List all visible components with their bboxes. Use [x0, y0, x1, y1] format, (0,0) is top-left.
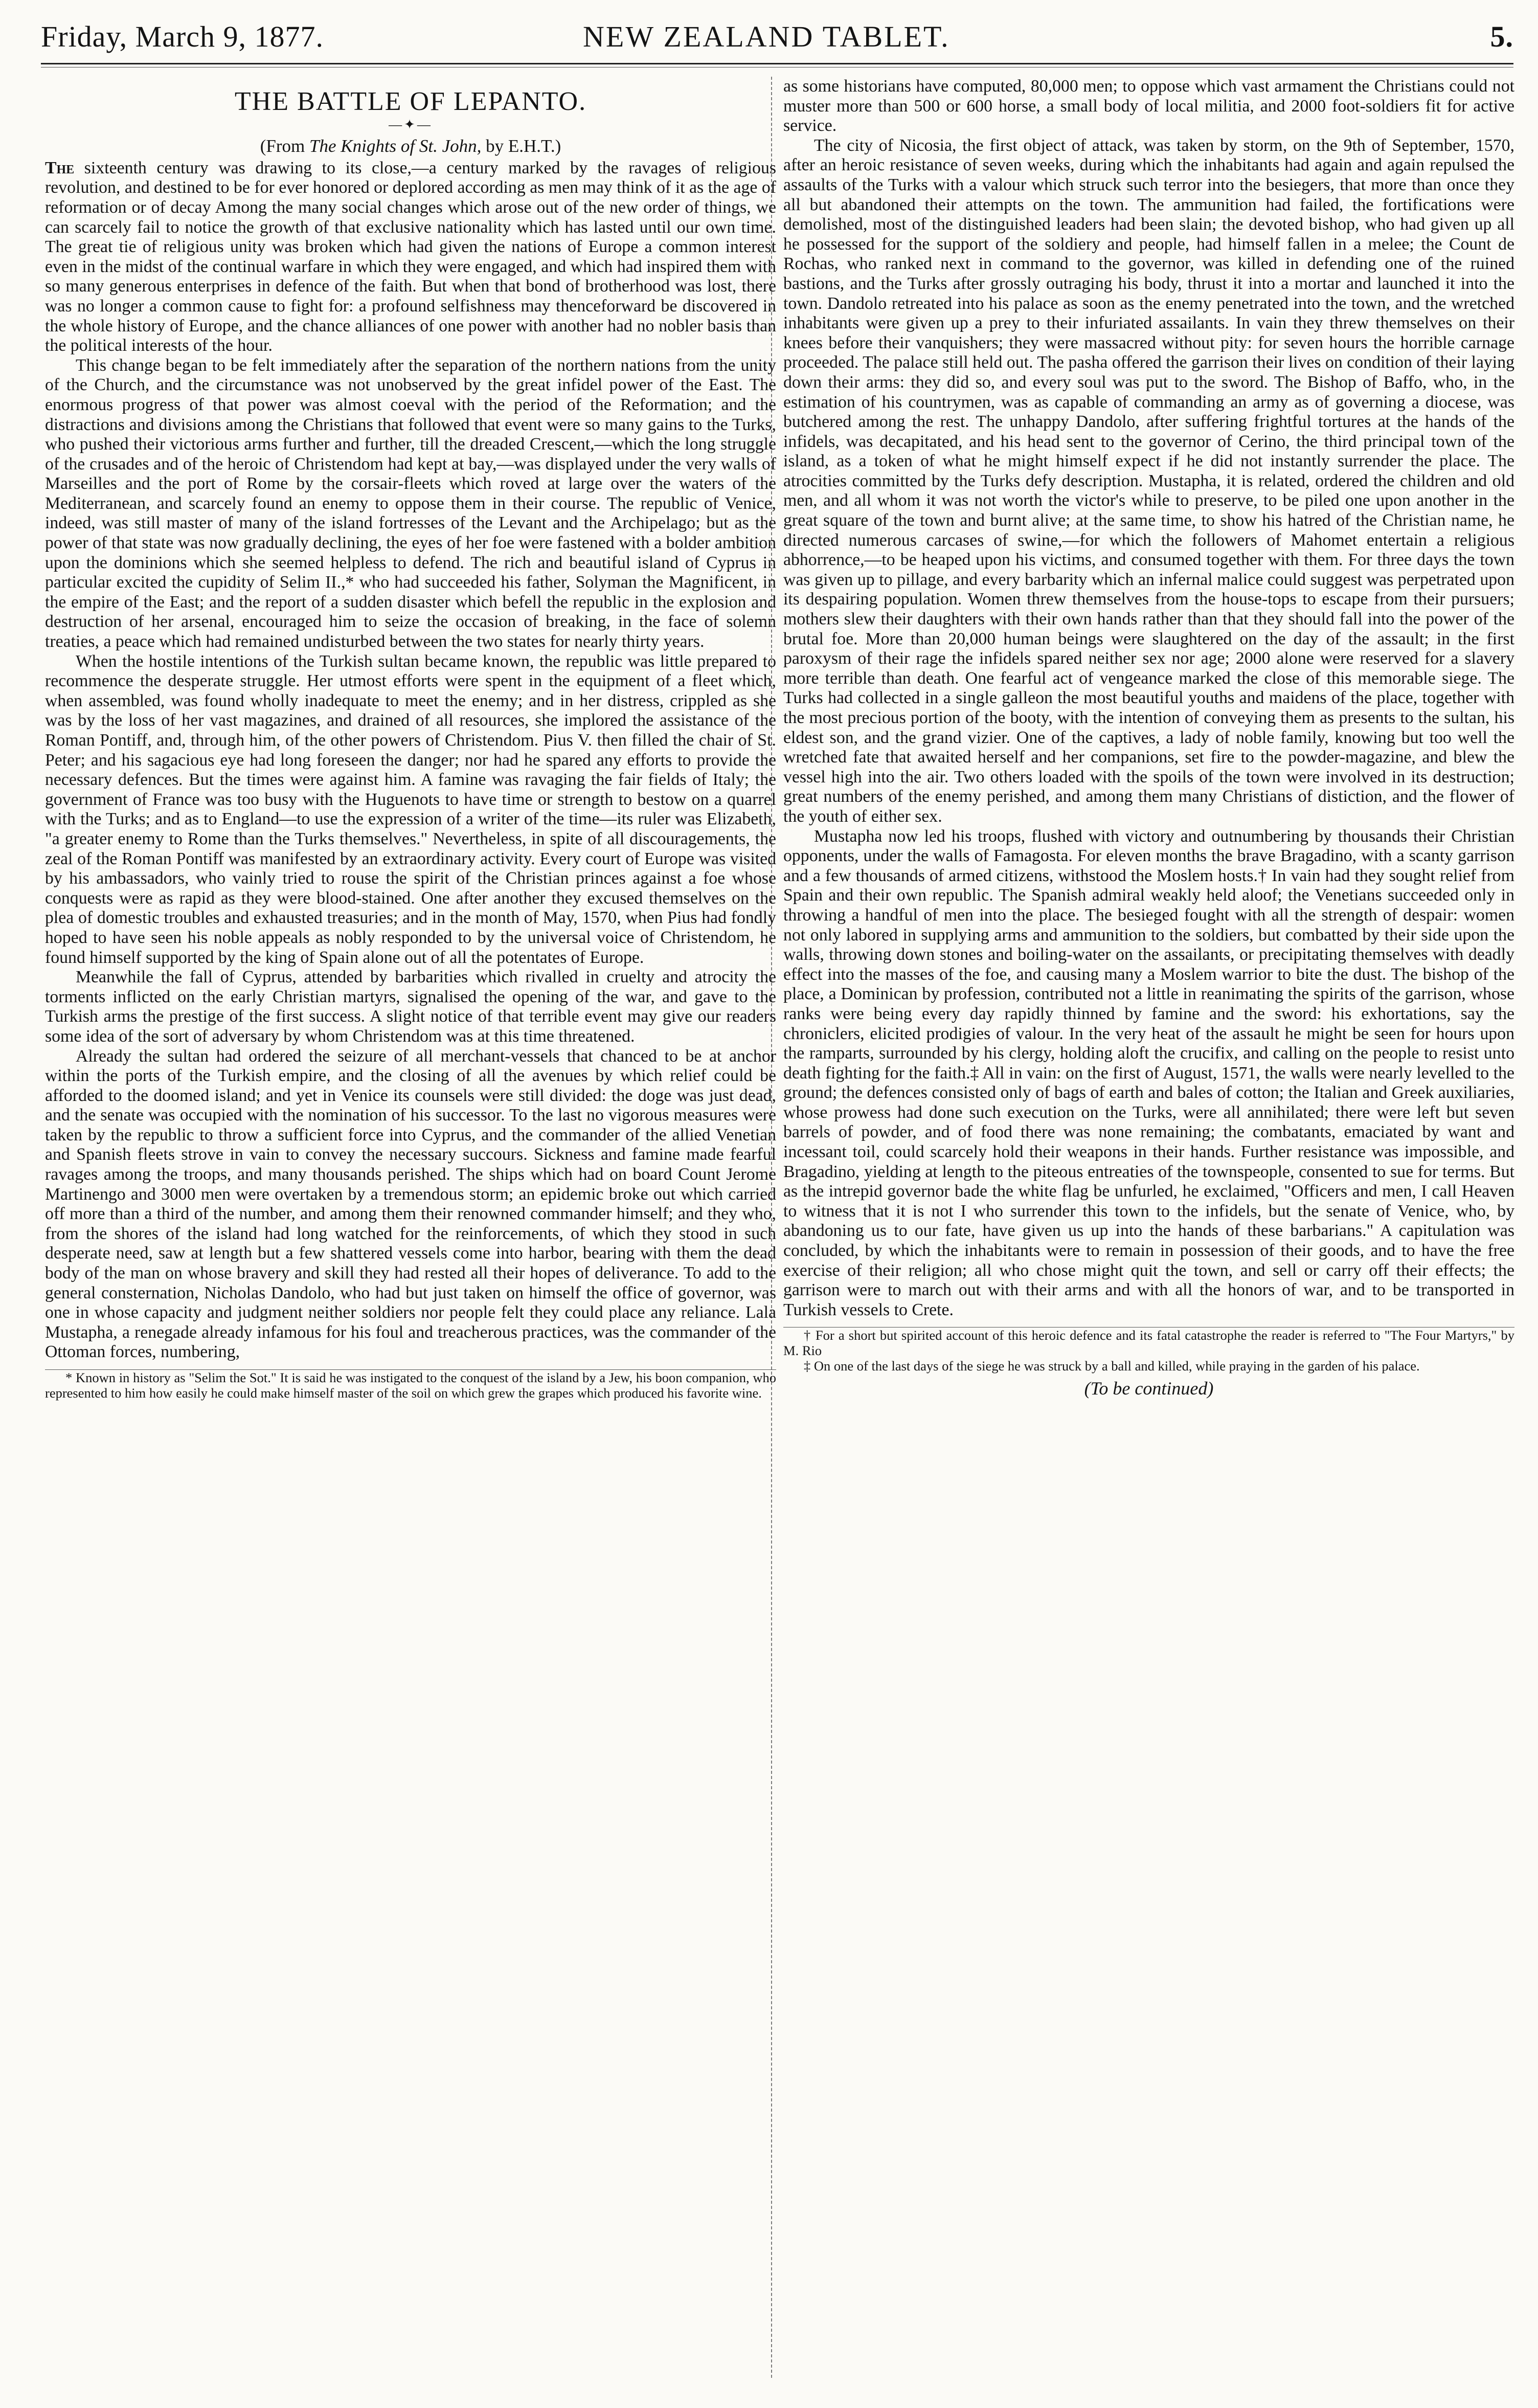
title-ornament: —✦—	[389, 117, 433, 132]
header-rule	[41, 63, 1513, 64]
footnote-dagger: † For a short but spirited account of this heroic defence and its fatal catastrophe the reader is referred to "The Four Martyrs," by M. Rio	[783, 1327, 1514, 1359]
first-word: The	[45, 158, 75, 177]
to-be-continued: (To be continued)	[1084, 1378, 1214, 1399]
paragraph-1-text: sixteenth century was drawing to its close,—a century marked by the ravages of religious revolution, and destined to be for ever honored or deplored according as men may think of it as the age of reformation or of decay Among the many social changes which arose out of the new order of things, we can scarcely fail to notice the growth of that exclusive nationality which has lasted until our own time. The great tie of religious unity was broken which had given the nations of Europe a common interest even in the midst of the continual warfare in which they were engaged, and which had inspired them with so many generous enterprises in defence of the faith. But when that bond of brotherhood was lost, there was no longer a common cause to fight for: a profound selfishness may thenceforward be discovered in the whole history of Europe, and the chance alliances of one power with another had no nobler basis than the political interests of the hour.	[45, 158, 776, 355]
masthead-title: NEW ZEALAND TABLET.	[583, 20, 950, 53]
paragraph-7: The city of Nicosia, the first object of attack, was taken by storm, on the 9th of September, 1570, after an heroic resistance of seven weeks, during which the inhabitants had again and again repulsed the assaults of the Turks with a valour which struck such terror into the besiegers, that more than once they all but abandoned their attempts on the town. The ammunition had failed, the fortifications were demolished, most of the distinguished leaders had been slain; the devoted bishop, who had given up all he possessed for the support of the soldiery and people, had himself fallen in a melee; the Count de Rochas, who ranked next in command to the governor, was killed in defending one of the ruined bastions, and the Turks after grossly outraging his body, thrust it into a mortar and launched it into the town. Dandolo retreated into his palace as soon as the enemy penetrated into the town, and the wretched inhabitants were given up a prey to their infuriated assailants. In vain they threw themselves on their knees before their vanquishers; they were massacred without pity: for seven hours the horrible carnage proceeded. The palace still held out. The pasha offered the garrison their lives on condition of their laying down their arms: they did so, and every soul was put to the sword. The Bishop of Baffo, who, in the estimation of his countrymen, was as capable of commanding an army as of governing a diocese, was butchered among the rest. The unhappy Dandolo, after suffering frightful tortures at the hands of the infidels, was decapitated, and his head sent to the governor of Cerino, the third principal town of the island, as a token of what he might himself expect if he did not instantly surrender the place. The atrocities committed by the Turks defy description. Mustapha, it is related, ordered the children and old men, and all whom it was not worth the victor's while to preserve, to be piled one upon another in the great square of the town and burnt alive; at the same time, to show his hatred of the Christian name, he directed numerous carcases of swine,—for which the followers of Mahomet entertain a religious abhorrence,—to be heaped upon his victims, and consumed together with them. For three days the town was given up to pillage, and every barbarity which an infernal malice could suggest was perpetrated upon its despairing population. Women threw themselves from the house-tops to escape from their pursuers; mothers slew their daughters with their own hands rather than that they should fall into the power of the brutal foe. More than 20,000 human beings were slaughtered on the day of the assault; in the first paroxysm of their rage the infidels spared neither sex nor age; 2000 alone were reserved for a slavery more terrible than death. One fearful act of vengeance marked the close of this memorable siege. The Turks had collected in a single galleon the most beautiful youths and maidens of the place, together with the most precious portion of the booty, with the intention of conveying them as presents to the sultan, his eldest son, and the grand vizier. One of the captives, a lady of noble family, knowing but too well the wretched fate that awaited herself and her companions, set fire to the powder-magazine, and blew the vessel high into the air. Two others loaded with the spoils of the town were involved in its destruction; great numbers of the enemy perished, and among them many Christians of distiction, and the flower of the youth of either sex.	[783, 136, 1514, 826]
paragraph-3: When the hostile intentions of the Turkish sultan became known, the republic was little prepared to recommence the desperate struggle. Her utmost efforts were spent in the equipment of a fleet which, when assembled, was found wholly inadequate to meet the enemy; and in her distress, crippled as she was by the loss of her vast magazines, and drained of all resources, she implored the assistance of the Roman Pontiff, and, through him, of the other powers of Christendom. Pius V. then filled the chair of St. Peter; and his sagacious eye had long foreseen the danger; nor had he spared any efforts to provide the necessary defences. But the times were against him. A famine was ravaging the fair fields of Italy; the government of France was too busy with the Huguenots to have time or strength to bestow on a quarrel with the Turks; and as to England—to use the expression of a writer of the time—its ruler was Elizabeth, "a greater enemy to Rome than the Turks themselves." Nevertheless, in spite of all discouragements, the zeal of the Roman Pontiff was manifested by an extraordinary activity. Every court of Europe was visited by his ambassadors, who vainly tried to rouse the spirit of the Christian princes against a foe whose conquests were as rapid as they were blood-stained. One after another they excused themselves on the plea of domestic troubles and exhausted treasuries; and in the month of May, 1570, when Pius had fondly hoped to have seen his noble appeals as nobly responded to by the universal voice of Christendom, he found himself supported by the king of Spain alone out of all the potentates of Europe.	[45, 651, 776, 967]
footnote-selim: * Known in history as "Selim the Sot." It is said he was instigated to the conquest of the island by a Jew, his boon companion, who represented to him how easily he could make himself master of the soil on which grew the grapes which produced his favorite wine.	[45, 1370, 776, 1401]
right-footnotes	[783, 1327, 1514, 1374]
page-header	[41, 9, 1513, 65]
article-title: THE BATTLE OF LEPANTO.	[234, 87, 587, 116]
paragraph-4: Meanwhile the fall of Cyprus, attended by barbarities which rivalled in cruelty and atrocity the torments inflicted on the early Christian martyrs, signalised the opening of the war, and gave to the Turkish arms the prestige of the first success. A slight notice of that terrible event may give our readers some idea of the sort of adversary by whom Christendom was at this time threatened.	[45, 967, 776, 1046]
source-prefix: (From	[260, 136, 309, 156]
page-number: 5.	[1490, 20, 1513, 53]
footnote-double-dagger: ‡ On one of the last days of the siege he was struck by a ball and killed, while praying in the garden of his palace.	[804, 1358, 1420, 1374]
source-book-title: The Knights of St. John,	[309, 136, 482, 156]
left-footnotes	[45, 1369, 776, 1401]
issue-date: Friday, March 9, 1877.	[41, 20, 324, 53]
article-source	[45, 137, 776, 156]
paragraph-6: as some historians have computed, 80,000 men; to oppose which vast armament the Christians could not muster more than 500 or 600 horse, a small body of local militia, and 2000 foot-soldiers fit for active service.	[783, 77, 1514, 136]
paragraph-1	[45, 159, 776, 356]
source-suffix: by E.H.T.)	[481, 136, 561, 156]
paragraph-8: Mustapha now led his troops, flushed with victory and outnumbering by thousands their Christian opponents, under the walls of Famagosta. For eleven months the brave Bragadino, with a scanty garrison and a few thousands of armed citizens, withstood the Moslem hosts.† In vain had they sought relief from Spain and their own republic. The Spanish admiral weakly held aloof; the Venetians succeeded only in throwing a handful of men into the place. The besieged fought with all the strength of despair: women not only labored in supplying arms and ammunition to the soldiers, but combatted by their side upon the walls, throwing down stones and boiling-water on the assailants, or precipitating themselves with deadly effect into the masses of the foe, and causing many a Moslem warrior to bite the dust. The bishop of the place, a Dominican by profession, contributed not a little in reanimating the spirits of the garrison, whose ranks were being every day rapidly thinned by famine and the sword: his exhortations, say the chroniclers, elicited prodigies of valour. In the very heat of the assault he might be seen for hours upon the ramparts, surrounded by his clergy, holding aloft the crucifix, and calling on the people to resist unto death fighting for the faith.‡ All in vain: on the first of August, 1571, the walls were nearly levelled to the ground; the defences consisted only of bags of earth and bales of cotton; the Italian and Greek auxiliaries, whose prowess had done such execution on the Turks, were all annihilated; there were left but seven barrels of powder, and of food there was none remaining; the combatants, emaciated by want and incessant toil, could scarcely hold their weapons in their hands. Further resistance was impossible, and Bragadino, yielding at length to the piteous entreaties of the townspeople, consented to sue for terms. But as the intrepid governor bade the white flag be unfurled, he exclaimed, "Officers and men, I call Heaven to witness that it is not I who surrender this town to the infidels, but the senate of Venice, who, by abandoning us to our fate, have given us up into the hands of these barbarians." A capitulation was concluded, by which the inhabitants were to remain in possession of their goods, and to have the free exercise of their religion; all who chose might quit the town, and sell or carry off their effects; the garrison were to march out with their arms and with all the honors of war, and to be transported in Turkish vessels to Crete.	[783, 826, 1514, 1319]
paragraph-2: This change began to be felt immediately after the separation of the northern nations from the unity of the Church, and the circumstance was not unobserved by the great infidel power of the East. The enormous progress of that power was almost coeval with the period of the Reformation; and the distractions and divisions among the Christians that followed that event were so many gains to the Turks, who pushed their victorious arms further and further, till the dreaded Crescent,—which the long struggle of the crusades and of the heroic of Christendom had kept at bay,—was displayed under the very walls of Marseilles and the port of Rome by the corsair-fleets which roved at large over the waters of the Mediterranean, and scarcely found an enemy to oppose them in their course. The republic of Venice, indeed, was still master of many of the island fortresses of the Levant and the Archipelago; but as the power of that state was now gradually declining, the eyes of her foe were fastened with a bolder ambition upon the dominions which she seemed helpless to defend. The rich and beautiful island of Cyprus in particular excited the cupidity of Selim II.,* who had succeeded his father, Solyman the Magnificent, in the empire of the East; and the report of a sudden disaster which befell the republic in the explosion and destruction of her arsenal, encouraged him to seize the occasion of breaking, in the face of solemn treaties, a peace which had remained undisturbed between the two states for nearly thirty years.	[45, 355, 776, 651]
left-column	[45, 77, 776, 1401]
right-column	[783, 77, 1514, 1399]
paragraph-5: Already the sultan had ordered the seizure of all merchant-vessels that chanced to be at anchor within the ports of the Turkish empire, and the closing of all the avenues by which relief could be afforded to the doomed island; and yet in Venice its counsels were still divided: the doge was just dead, and the senate was occupied with the nomination of his successor. To the last no vigorous measures were taken by the republic to throw a sufficient force into Cyprus, and the commander of the allied Venetian and Spanish fleets strove in vain to convey the necessary succours. Sickness and famine made fearful ravages among the troops, and many thousands perished. The ships which had on board Count Jerome Martinengo and 3000 men were overtaken by a tremendous storm; an epidemic broke out which carried off more than a third of the number, and among them their renowned commander himself; and they who, from the shores of the island had long watched for the reinforcements, of which they stood in such desperate need, saw at length but a few shattered vessels come into harbor, bearing with them the dead body of the man on whose bravery and skill they had rested all their hopes of deliverance. To add to the general consternation, Nicholas Dandolo, who had but just taken on himself the office of governor, was one in whose capacity and judgment neither soldiers nor people felt they could place any reliance. Lala Mustapha, a renegade already infamous for his foul and treacherous practices, was the commander of the Ottoman forces, numbering,	[45, 1046, 776, 1362]
